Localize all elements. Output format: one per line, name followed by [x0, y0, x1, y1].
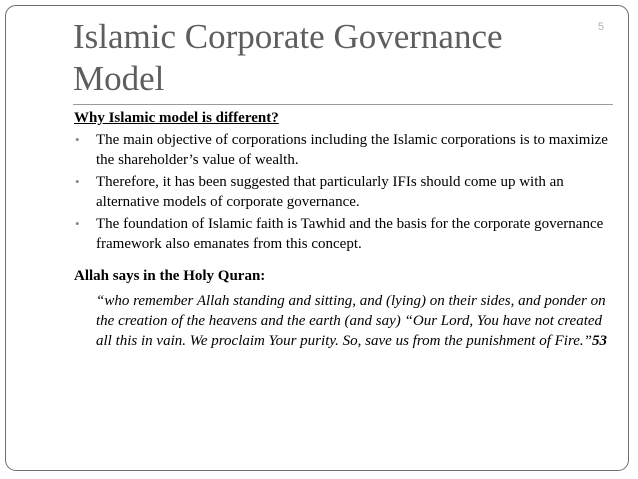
quote-text: “who remember Allah standing and sitting, and (lying) on their sides, and ponder on the creation of the heavens and the earth (and say) “Our Lord, You have not created all this in vain. We proclaim Your purity. So, save us from the punishment of Fire.”: [96, 293, 606, 349]
quote-reference: 53: [591, 333, 607, 349]
page-number: 5: [597, 21, 604, 33]
bullet-text: Therefore, it has been suggested that particularly IFIs should come up with an alternative models of corporate governance.: [96, 174, 564, 210]
section-heading: Why Islamic model is different?: [74, 110, 279, 126]
quote-heading: Allah says in the Holy Quran:: [74, 268, 266, 284]
bullet-dot-icon: •: [75, 174, 80, 189]
bullet-text: The foundation of Islamic faith is Tawhid and the basis for the corporate governance framework also emanates from this concept.: [96, 216, 604, 252]
slide-content: [74, 108, 612, 351]
bullet-item: [74, 214, 612, 254]
bullet-item: [74, 172, 612, 212]
bullet-list: [74, 130, 612, 254]
bullet-item: [74, 130, 612, 170]
quran-quote: [74, 291, 612, 351]
bullet-dot-icon: •: [75, 216, 80, 231]
slide: [5, 5, 629, 471]
bullet-text: The main objective of corporations including the Islamic corporations is to maximize the shareholder’s value of wealth.: [96, 132, 608, 168]
slide-title: Islamic Corporate Governance Model: [73, 17, 503, 98]
bullet-dot-icon: •: [75, 132, 80, 147]
title-divider: [73, 104, 613, 105]
